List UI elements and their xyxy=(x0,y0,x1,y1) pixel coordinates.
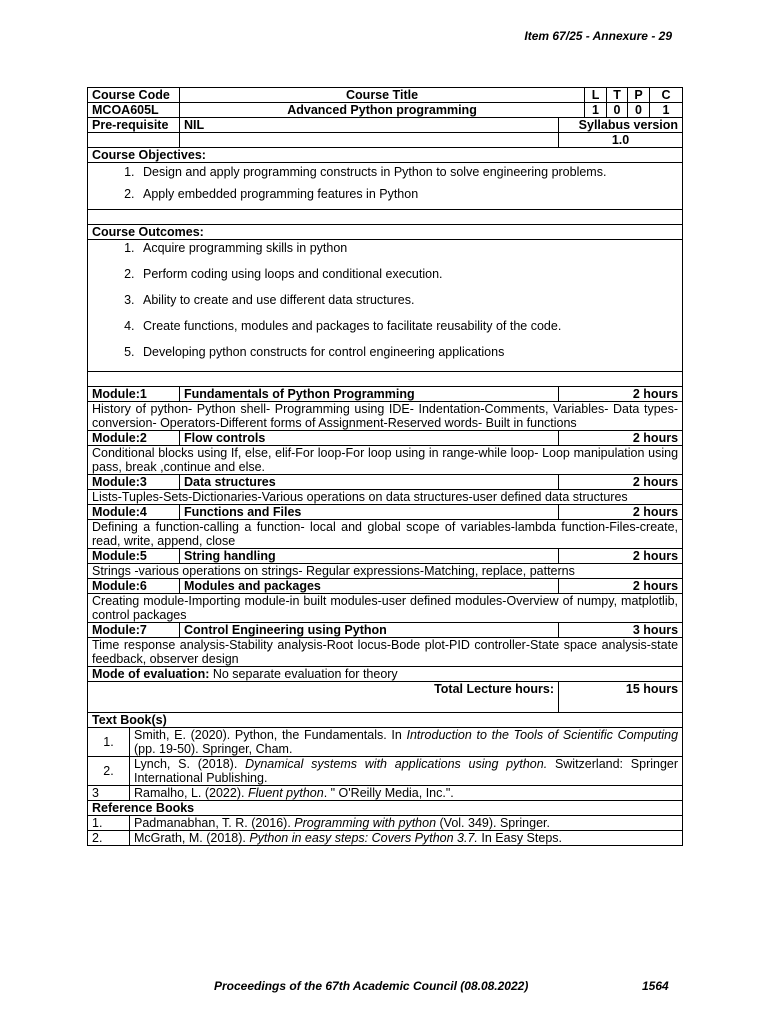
total-hours-label: Total Lecture hours: xyxy=(88,682,559,713)
syllabus-version-value: 1.0 xyxy=(559,133,683,148)
text-book-number: 1. xyxy=(88,728,130,757)
evaluation-label: Mode of evaluation: xyxy=(92,667,210,681)
prerequisite-value: NIL xyxy=(180,118,559,133)
outcome-item: 5. Developing python constructs for control engineering applications xyxy=(138,345,678,359)
module-title: String handling xyxy=(180,549,559,564)
reference-books-heading-row xyxy=(88,801,683,816)
ltpc-value-l: 1 xyxy=(585,103,607,118)
module-hours: 3 hours xyxy=(559,623,683,638)
course-table xyxy=(87,87,683,846)
module-header-row xyxy=(88,505,683,520)
ltpc-value-c: 1 xyxy=(650,103,683,118)
course-value-row xyxy=(88,103,683,118)
outcomes-list xyxy=(92,241,678,359)
annexure-reference: Item 67/25 - Annexure - 29 xyxy=(524,29,672,43)
ltpc-label-t: T xyxy=(607,88,628,103)
text-book-citation: Smith, E. (2020). Python, the Fundamentals. In Introduction to the Tools of Scientific Computing (pp. 19-50). Springer, Cham. xyxy=(130,728,683,757)
page-number: 1564 xyxy=(642,979,669,993)
reference-book-row xyxy=(88,831,683,846)
module-hours: 2 hours xyxy=(559,549,683,564)
text-book-number: 2. xyxy=(88,757,130,786)
text-book-row xyxy=(88,757,683,786)
prerequisite-label: Pre-requisite xyxy=(88,118,180,133)
evaluation-row xyxy=(88,667,683,682)
outcomes-heading: Course Outcomes: xyxy=(88,225,683,240)
module-content-row xyxy=(88,402,683,431)
module-hours: 2 hours xyxy=(559,387,683,402)
module-content-row xyxy=(88,520,683,549)
module-label: Module:2 xyxy=(88,431,180,446)
ltpc-value-p: 0 xyxy=(628,103,650,118)
footer-proceedings: Proceedings of the 67th Academic Council (08.08.2022) xyxy=(214,979,529,993)
module-content-row xyxy=(88,638,683,667)
module-label: Module:4 xyxy=(88,505,180,520)
module-hours: 2 hours xyxy=(559,431,683,446)
module-hours: 2 hours xyxy=(559,505,683,520)
module-header-row xyxy=(88,431,683,446)
course-code-label: Course Code xyxy=(88,88,180,103)
module-content: Defining a function-calling a function- local and global scope of variables-lambda function-Files-create, read, write, append, close xyxy=(88,520,683,549)
objective-item: 2. Apply embedded programming features in Python xyxy=(138,187,678,201)
module-label: Module:6 xyxy=(88,579,180,594)
module-title: Functions and Files xyxy=(180,505,559,520)
text-books-heading-row xyxy=(88,713,683,728)
syllabus-version-label: Syllabus version xyxy=(559,118,683,133)
module-header-row xyxy=(88,579,683,594)
outcomes-list-row xyxy=(88,240,683,372)
reference-book-citation: Padmanabhan, T. R. (2016). Programming with python (Vol. 349). Springer. xyxy=(130,816,683,831)
module-title: Flow controls xyxy=(180,431,559,446)
evaluation-value: No separate evaluation for theory xyxy=(209,667,398,681)
module-header-row xyxy=(88,549,683,564)
module-label: Module:3 xyxy=(88,475,180,490)
module-header-row xyxy=(88,623,683,638)
module-title: Data structures xyxy=(180,475,559,490)
prerequisite-row xyxy=(88,118,683,133)
module-content: Lists-Tuples-Sets-Dictionaries-Various operations on data structures-user defined data structures xyxy=(88,490,683,505)
course-title: Advanced Python programming xyxy=(180,103,585,118)
module-label: Module:5 xyxy=(88,549,180,564)
module-content: Conditional blocks using If, else, elif-For loop-For loop using in range-while loop- Loop manipulation using pass, break ,continue and else. xyxy=(88,446,683,475)
total-hours-value: 15 hours xyxy=(559,682,683,713)
module-title: Control Engineering using Python xyxy=(180,623,559,638)
module-label: Module:1 xyxy=(88,387,180,402)
outcome-item: 1. Acquire programming skills in python xyxy=(138,241,678,255)
text-book-citation: Lynch, S. (2018). Dynamical systems with applications using python. Switzerland: Springer International Publishing. xyxy=(130,757,683,786)
reference-book-citation: McGrath, M. (2018). Python in easy steps: Covers Python 3.7. In Easy Steps. xyxy=(130,831,683,846)
evaluation-cell xyxy=(88,667,683,682)
outcomes-heading-row xyxy=(88,225,683,240)
module-content: Time response analysis-Stability analysis-Root locus-Bode plot-PID controller-State space analysis-state feedback, observer design xyxy=(88,638,683,667)
reference-books-heading: Reference Books xyxy=(88,801,683,816)
module-title: Modules and packages xyxy=(180,579,559,594)
objectives-list xyxy=(92,165,678,201)
syllabus-sheet xyxy=(87,87,682,846)
module-content-row xyxy=(88,594,683,623)
module-content-row xyxy=(88,490,683,505)
module-hours: 2 hours xyxy=(559,475,683,490)
text-book-number: 3 xyxy=(88,786,130,801)
module-content: Strings -various operations on strings- Regular expressions-Matching, replace, patterns xyxy=(88,564,683,579)
text-book-row xyxy=(88,728,683,757)
text-book-row xyxy=(88,786,683,801)
objectives-heading: Course Objectives: xyxy=(88,148,683,163)
ltpc-value-t: 0 xyxy=(607,103,628,118)
total-hours-row xyxy=(88,682,683,713)
objectives-list-row xyxy=(88,163,683,210)
outcome-item: 2. Perform coding using loops and conditional execution. xyxy=(138,267,678,281)
text-books-heading: Text Book(s) xyxy=(88,713,683,728)
module-header-row xyxy=(88,475,683,490)
module-content: Creating module-Importing module-in built modules-user defined modules-Overview of numpy, matplotlib, control packages xyxy=(88,594,683,623)
module-content-row xyxy=(88,564,683,579)
text-book-citation: Ramalho, L. (2022). Fluent python. " O'Reilly Media, Inc.". xyxy=(130,786,683,801)
course-title-label: Course Title xyxy=(180,88,585,103)
module-content: History of python- Python shell- Programming using IDE- Indentation-Comments, Variables- Data types- conversion- Operators-Different forms of Assignment-Reserved words- Built in functions xyxy=(88,402,683,431)
module-label: Module:7 xyxy=(88,623,180,638)
objective-item: 1. Design and apply programming constructs in Python to solve engineering problems. xyxy=(138,165,678,179)
outcome-item: 4. Create functions, modules and packages to facilitate reusability of the code. xyxy=(138,319,678,333)
ltpc-label-c: C xyxy=(650,88,683,103)
reference-book-number: 1. xyxy=(88,816,130,831)
reference-book-number: 2. xyxy=(88,831,130,846)
syllabus-version-row xyxy=(88,133,683,148)
module-hours: 2 hours xyxy=(559,579,683,594)
course-code: MCOA605L xyxy=(88,103,180,118)
outcome-item: 3. Ability to create and use different data structures. xyxy=(138,293,678,307)
module-content-row xyxy=(88,446,683,475)
ltpc-label-l: L xyxy=(585,88,607,103)
course-header-row xyxy=(88,88,683,103)
reference-book-row xyxy=(88,816,683,831)
module-header-row xyxy=(88,387,683,402)
objectives-heading-row xyxy=(88,148,683,163)
module-title: Fundamentals of Python Programming xyxy=(180,387,559,402)
ltpc-label-p: P xyxy=(628,88,650,103)
